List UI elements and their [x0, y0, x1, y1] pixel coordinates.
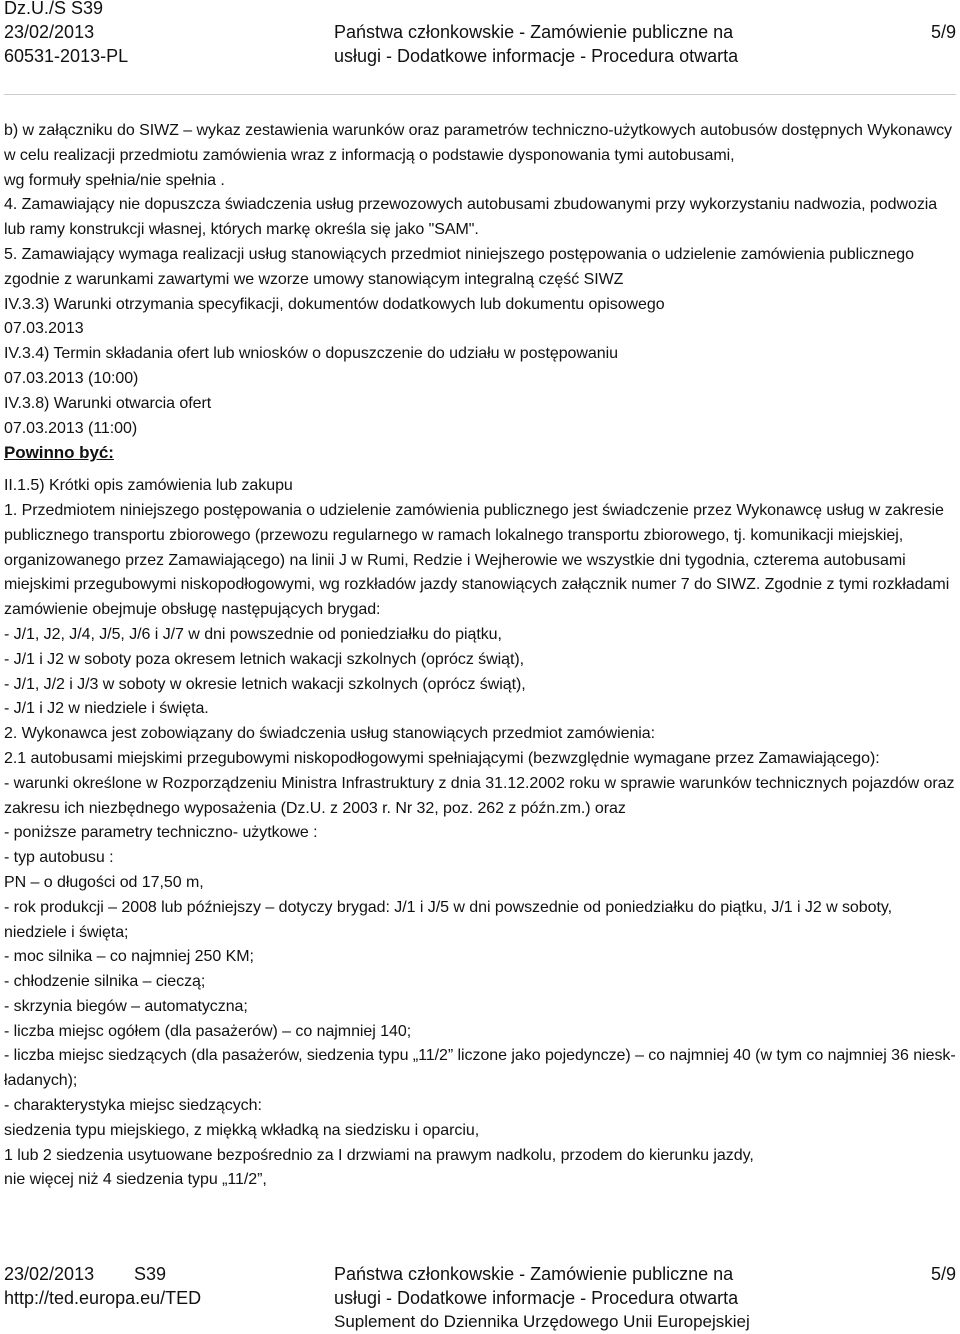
list-item: - moc silnika – co najmniej 250 KM;	[4, 948, 254, 966]
header-title-line1: Państwa członkowskie - Zamówienie publiczne na	[334, 22, 734, 42]
header-center	[334, 20, 738, 68]
paragraph: wg formuły spełnia/nie spełnia .	[4, 171, 225, 189]
paragraph: 2.1 autobusami miejskimi przegubowymi niskopodłogowymi spełniającymi (bezwzględnie wymagane przez Zamawiającego):	[4, 749, 880, 767]
list-item: - J/1, J/2 i J/3 w soboty w okresie letnich wakacji szkolnych (oprócz świąt),	[4, 675, 526, 693]
page-footer	[0, 1262, 960, 1334]
list-item: - chłodzenie silnika – cieczą;	[4, 973, 206, 991]
list-item: - charakterystyka miejsc siedzących:	[4, 1097, 262, 1115]
footer-title-line1: Państwa członkowskie - Zamówienie publiczne na	[334, 1264, 734, 1284]
footer-date: 23/02/2013	[4, 1264, 95, 1284]
header-title-line2: usługi - Dodatkowe informacje - Procedura otwarta	[334, 46, 739, 66]
section-heading: IV.3.4) Termin składania ofert lub wniosków o dopuszczenie do udziału w postępowaniu	[4, 345, 618, 363]
list-item: nie więcej niż 4 siedzenia typu „11/2”,	[4, 1171, 267, 1189]
list-item: - skrzynia biegów – automatyczna;	[4, 997, 248, 1015]
list-item: - J/1, J2, J/4, J/5, J/6 i J/7 w dni powszednie od poniedziałku do piątku,	[4, 625, 502, 643]
paragraph: b) w załączniku do SIWZ – wykaz zestawienia warunków oraz parametrów techniczno-użytkowych autobusów dostępnych Wykonawcy w celu realizacji przedmiotu zamówienia wraz z informacją o podstawie dysponowania tymi autobusami,	[4, 122, 952, 164]
footer-title-line2: usługi - Dodatkowe informacje - Procedura otwarta	[334, 1288, 739, 1308]
section-heading: IV.3.3) Warunki otrzymania specyfikacji, dokumentów dodatkowych lub dokumentu opisowego	[4, 295, 665, 313]
list-item: PN – o długości od 17,50 m,	[4, 873, 204, 891]
list-item: - rok produkcji – 2008 lub późniejszy – dotyczy brygad: J/1 i J/5 w dni powszednie od poniedziałku do piątku, J/1 i J2 w soboty, niedziele i święta;	[4, 898, 893, 941]
header-date: 23/02/2013	[4, 22, 95, 42]
spacer	[4, 466, 956, 474]
footer-left	[4, 1262, 201, 1310]
list-item: - liczba miejsc siedzących (dla pasażerów, siedzenia typu „11/2” liczone jako pojedyncze) – co najmniej 40 (w tym co najmniej 36 nieskładanych);	[4, 1047, 956, 1090]
notice-number: 60531-2013-PL	[4, 46, 129, 66]
footer-issue: S39	[134, 1264, 167, 1284]
section-heading: IV.3.8) Warunki otwarcia ofert	[4, 394, 212, 412]
paragraph: 5. Zamawiający wymaga realizacji usług stanowiących przedmiot niniejszego postępowania o udzielenie zamówienia publicznego zgodnie z warunkami zawartymi we wzorze umowy stanowiącym integralną część SIWZ	[4, 245, 914, 288]
date-value: 07.03.2013 (11:00)	[4, 419, 138, 437]
page-header	[0, 0, 960, 70]
journal-ref: Dz.U./S S39	[4, 0, 104, 18]
footer-page-number: 5/9	[930, 1264, 956, 1284]
paragraph: 4. Zamawiający nie dopuszcza świadczenia usług przewozowych autobusami zbudowanymi przy wykorzystaniu nadwozia, podwozia lub ramy konstrukcji własnej, których markę określa się jako "SAM".	[4, 196, 938, 239]
list-item: - warunki określone w Rozporządzeniu Ministra Infrastruktury z dnia 31.12.2002 roku w sprawie warunków technicznych pojazdów oraz zakresu ich niezbędnego wyposażenia (Dz.U. z 2003 r. Nr 32, poz. 262 z późn.zm.) oraz	[4, 774, 955, 817]
footer-supplement: Suplement do Dziennika Urzędowego Unii Europejskiej	[334, 1312, 750, 1331]
correction-heading: Powinno być:	[4, 443, 114, 463]
footer-url: http://ted.europa.eu/TED	[4, 1288, 202, 1308]
section-heading: II.1.5) Krótki opis zamówienia lub zakupu	[4, 477, 293, 495]
list-item: - poniższe parametry techniczno- użytkowe :	[4, 824, 318, 842]
list-item: siedzenia typu miejskiego, z miękką wkładką na siedzisku i oparciu,	[4, 1121, 480, 1139]
list-item: - liczba miejsc ogółem (dla pasażerów) – co najmniej 140;	[4, 1022, 412, 1040]
date-value: 07.03.2013 (10:00)	[4, 369, 139, 387]
paragraph: 1. Przedmiotem niniejszego postępowania o udzielenie zamówienia publicznego jest świadczenie przez Wykonawcę usług w zakresie publicznego transportu zbiorowego (przewozu regularnego w ramach lokalnego transportu zbiorowego, tj. komunikacji miejskiej, organizowanego przez Zamawiającego) na linii J w Rumi, Redzie i Wejherowie we wszystkie dni tygodnia, czterema autobusami miejskimi przegubowymi niskopodłogowymi, wg rozkładów jazdy stanowiących załącznik numer 7 do SIWZ. Zgodnie z tymi rozkładami zamówienie obejmuje obsługę następujących brygad:	[4, 501, 950, 619]
list-item: 1 lub 2 siedzenia usytuowane bezpośrednio za I drzwiami na prawym nadkolu, przodem do kierunku jazdy,	[4, 1146, 754, 1164]
paragraph: 2. Wykonawca jest zobowiązany do świadczenia usług stanowiących przedmiot zamówienia:	[4, 725, 656, 743]
header-page-number: 5/9	[930, 22, 956, 42]
footer-center	[334, 1262, 750, 1334]
list-item: - typ autobusu :	[4, 849, 114, 867]
list-item: - J/1 i J2 w niedziele i święta.	[4, 700, 209, 718]
header-left	[4, 0, 128, 68]
date-value: 07.03.2013	[4, 320, 84, 338]
list-item: - J/1 i J2 w soboty poza okresem letnich wakacji szkolnych (oprócz świąt),	[4, 650, 525, 668]
document-body	[4, 119, 956, 1193]
header-divider	[4, 94, 956, 95]
